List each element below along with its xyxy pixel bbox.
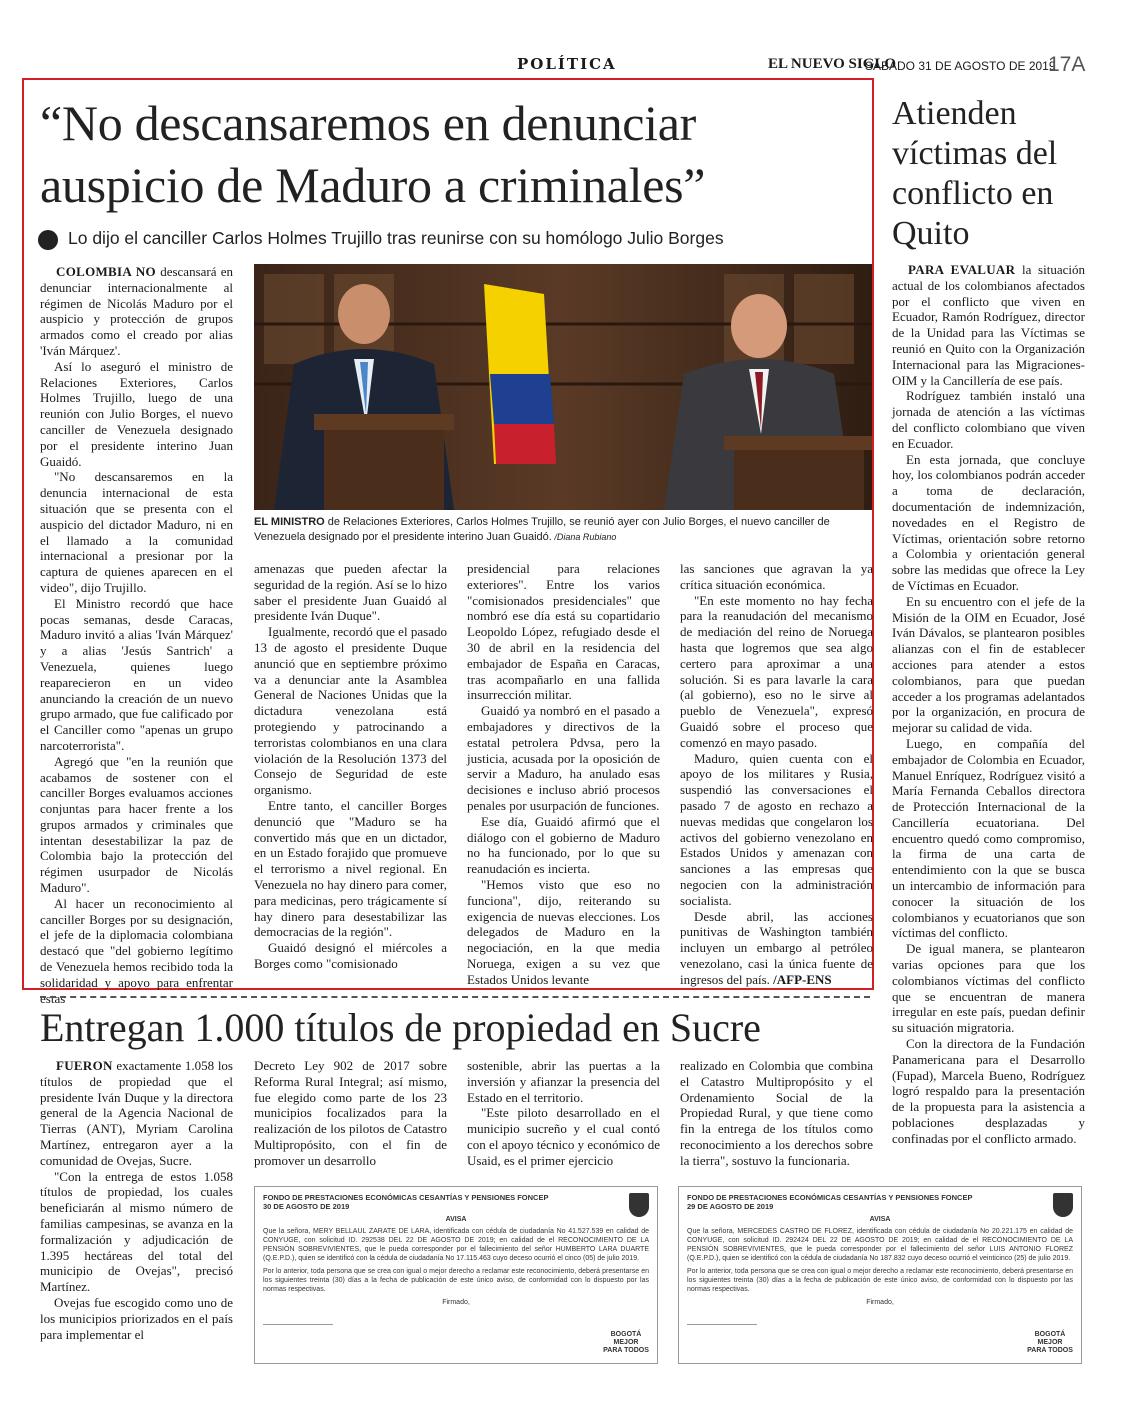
notice-body: Por lo anterior, toda persona que se crea con igual o mejor derecho a reclamar este reconocimiento, deberá presentarse en los siguientes treinta (30) días a la fecha de publicación de este único aviso, de conformidad con lo dispuesto por las normas respectivas. bbox=[263, 1268, 649, 1293]
crest-icon bbox=[629, 1193, 649, 1217]
lead-in: PARA EVALUAR bbox=[908, 262, 1016, 277]
signoff: /AFP-ENS bbox=[769, 971, 832, 987]
side-headline: Atienden víctimas del conflicto en Quito bbox=[892, 95, 1058, 252]
section-divider bbox=[40, 996, 870, 998]
lower-column-4 bbox=[680, 1058, 873, 1169]
legal-notice bbox=[254, 1186, 658, 1364]
main-column-3 bbox=[467, 561, 660, 988]
paragraph: Entre tanto, el canciller Borges denunció que "Maduro se ha convertido más que en un dictador, en un Estado forajido que promueve el terrorismo a nivel regional. En Venezuela no hay dinero para comer, para medicinas, pero trágicamente sí hay dinero para desestabilizar las democracias de la región". bbox=[254, 797, 447, 940]
caption-text: de Relaciones Exteriores, Carlos Holmes Trujillo, se reunió ayer con Julio Borges, el nuevo canciller de Venezuela designado por el presidente interino Juan Guaidó. bbox=[254, 516, 830, 543]
lead-in: COLOMBIA NO bbox=[56, 264, 156, 279]
notice-body: Que la señora, MERY BELLAUL ZARATE DE LARA, identificada con cédula de ciudadanía No 41.527.539 en calidad de CONYUGE, con solicitud ID. 292538 DEL 22 DE AGOSTO DE 2019; en calidad de el RECONOCIMIENTO DE LA PENSIÓN SOBREVIVIENTES, que le pueda corresponder por el fallecimiento del señor HUMBERTO LARA DUARTE (Q.E.P.D.), quien se identificó con la cédula de ciudadanía No 17.115.463 cuyo deceso ocurrió el cinco (05) de julio 2019. bbox=[263, 1228, 649, 1262]
paragraph: Decreto Ley 902 de 2017 sobre Reforma Rural Integral; así mismo, fue elegido como parte de los 23 municipios focalizados para la realización de los pilotos de Catastro Multipropósito, con el fin de promover un desarrollo bbox=[254, 1058, 447, 1168]
lower-column-3 bbox=[467, 1058, 660, 1169]
dateline: SÁBADO 31 DE AGOSTO DE 2019 bbox=[865, 59, 1056, 73]
paragraph: Agregó que "en la reunión que acabamos de sostener con el canciller Borges evaluamos acciones conjuntas para hacer frente a los grupos armados y criminales que intentan desestabilizar la paz de Colombia bajo la protección del régimen usurpador de Nicolás Maduro". bbox=[40, 753, 233, 896]
notice-footer-lines bbox=[687, 1324, 757, 1353]
paragraph: exactamente 1.058 los títulos de propiedad que el presidente Iván Duque y la directora general de la Agencia Nacional de Tierras (ANT), Myriam Carolina Martínez, entregaron ayer a la comunidad de Ovejas, Sucre. bbox=[40, 1058, 233, 1168]
paragraph: "Este piloto desarrollado en el municipio sucreño y el cual contó con el apoyo técnico y económico de Usaid, es el primer ejercicio bbox=[467, 1105, 660, 1168]
notice-footer-lines bbox=[263, 1324, 333, 1353]
paragraph: En su encuentro con el jefe de la Misión de la OIM en Ecuador, José Iván Dávalos, se plantearon posibles alianzas con el fin de establecer acciones para atender a estos colombianos, para que puedan acceder a los programas adelantados por la organización, en procura de mejorar su calidad de vida. bbox=[892, 593, 1085, 736]
paragraph: "En este momento no hay fecha para la reanudación del mecanismo de mediación del reino de Noruega hasta que logremos que sea algo certero para aproximar a una solución. Si es para lavarle la cara (al gobierno), eso no le sirve al pueblo de Venezuela", expresó Guaidó sobre el proceso que comenzó en mayo pasado. bbox=[680, 592, 873, 750]
paragraph: amenazas que pueden afectar la seguridad de la región. Así se lo hizo saber el presidente Juan Guaidó al presidente Iván Duque". bbox=[254, 561, 447, 624]
paragraph: presidencial para relaciones exteriores". Entre los varios "comisionados presidenciales" que nombró ese día está su copartidario Leopoldo López, refugiado desde el 30 de abril en la residencia del embajador de España en Caracas, tras acompañarlo en una fallida insurrección militar. bbox=[467, 561, 660, 703]
notice-org: FONDO DE PRESTACIONES ECONÓMICAS CESANTÍAS Y PENSIONES FONCEP bbox=[687, 1193, 973, 1202]
masthead: EL NUEVO SIGLO bbox=[768, 56, 897, 72]
paragraph: "Con la entrega de estos 1.058 títulos de propiedad, los cuales beneficiarán al mismo número de familias campesinas, se avanza en la formalización y adjudicación de 1.395 hectáreas del total del municipio de Ovejas", precisó Martínez. bbox=[40, 1168, 233, 1295]
paragraph: la situación actual de los colombianos afectados por el conflicto que viven en Ecuador, Ramón Rodríguez, director de la Unidad para las Víctimas se reunió en Quito con la Organización Internacional para las Migraciones-OIM y la Cancillería de ese país. bbox=[892, 262, 1085, 388]
notice-signature: Firmado, bbox=[442, 1299, 470, 1306]
paragraph: Maduro, quien cuenta con el apoyo de los militares y Rusia, suspendió las conversaciones el pasado 7 de agosto en rechazo a nuevas medidas que congelaron los activos del gobierno venezolano en Estados Unidos y amenazan con sanciones a las empresas que negocien con la administración socialista. bbox=[680, 750, 873, 908]
paragraph: En esta jornada, que concluye hoy, los colombianos podrán acceder a toma de declaración, documentación de indemnización, novedades en el Registro de Víctimas, orientación sobre retorno a Colombia y orientación general sobre las medidas que ofrece la Ley de Víctimas en Ecuador. bbox=[892, 451, 1085, 593]
paragraph: Igualmente, recordó que el pasado 13 de agosto el presidente Duque anunció que en septiembre próximo va a denunciar ante la Asamblea General de Naciones Unidas que la dictadura venezolana está protegiendo y patrocinando a terroristas colombianos en una clara violación de la Resolución 1373 del Consejo de Seguridad de este organismo. bbox=[254, 624, 447, 798]
paragraph: Desde abril, las acciones punitivas de Washington también incluyen un embargo al petróleo venezolano, casi la única fuente de ingresos del país. bbox=[680, 908, 873, 987]
bullet-icon bbox=[38, 230, 58, 250]
caption-lead: EL MINISTRO bbox=[254, 516, 325, 528]
paragraph: Con la directora de la Fundación Panamericana para el Desarrollo (Fupad), Marcela Bueno, Rodríguez logró respaldo para la presentación de la propuesta para la asistencia a poblaciones desplazadas y confinadas por el conflicto armado. bbox=[892, 1036, 1085, 1146]
notice-signature: Firmado, bbox=[866, 1299, 894, 1306]
notice-body: Que la señora, MERCEDES CASTRO DE FLOREZ, identificada con cédula de ciudadanía No 20.221.175 en calidad de CONYUGE, con solicitud ID. 292424 DEL 22 DE AGOSTO DE 2019; en calidad de el RECONOCIMIENTO DE LA PENSIÓN SOBREVIVIENTES, que le pueda corresponder por el fallecimiento del señor LUIS ANTONIO FLOREZ (Q.E.P.D.), quien se identificó con la cédula de ciudadanía No 187.832 cuyo deceso ocurrió el veinticinco (25) de julio 2019. bbox=[687, 1228, 1073, 1262]
paragraph: Guaidó ya nombró en el pasado a embajadores y directivos de la estatal petrolera Pdvsa, pero la justicia, acusada por la oposición de servir a Maduro, ha anulado esas decisiones e incluso abrió procesos penales por usurpación de funciones. bbox=[467, 703, 660, 813]
paragraph: Rodríguez también instaló una jornada de atención a las víctimas del conflicto colombiano que viven en Ecuador. bbox=[892, 388, 1085, 451]
lower-headline: Entregan 1.000 títulos de propiedad en Sucre bbox=[40, 1005, 761, 1050]
paragraph: sostenible, abrir las puertas a la inversión y afianzar la presencia del Estado en el territorio. bbox=[467, 1058, 660, 1105]
main-subhead: Lo dijo el canciller Carlos Holmes Trujillo tras reunirse con su homólogo Julio Borges bbox=[68, 228, 724, 248]
notice-title: AVISA bbox=[445, 1216, 467, 1223]
paragraph: descansará en denunciar internacionalmente al régimen de Nicolás Maduro por el auspicio y protección de grupos armados como el creado por alias 'Iván Márquez'. bbox=[40, 264, 233, 358]
notice-title: AVISA bbox=[869, 1216, 891, 1223]
paragraph: "Hemos visto que eso no funciona", dijo, reiterando su exigencia de nuevas elecciones. Los delegados de Maduro en la negociación, en la que media Noruega, exigen a su vez que Estados Unidos levante bbox=[467, 876, 660, 987]
paragraph: las sanciones que agravan la ya crítica situación económica. bbox=[680, 561, 873, 592]
paragraph: realizado en Colombia que combina el Catastro Multipropósito y el Ordenamiento Social de la Propiedad Rural, y que tiene como fin la entrega de los títulos como reconocimiento a los derechos sobre la tierra", sostuvo la funcionaria. bbox=[680, 1058, 873, 1168]
notice-org: FONDO DE PRESTACIONES ECONÓMICAS CESANTÍAS Y PENSIONES FONCEP bbox=[263, 1193, 549, 1202]
bogota-logo: BOGOTÁ MEJOR PARA TODOS bbox=[1027, 1331, 1073, 1354]
photo-caption bbox=[254, 515, 869, 545]
side-article-body bbox=[892, 262, 1085, 1147]
paragraph: Luego, en compañía del embajador de Colombia en Ecuador, Manuel Enríquez, Rodríguez visitó a María Fernanda Ceballos directora de Protección Internacional de la Cancillería ecuatoriana. Del encuentro quedó como compromiso, la firma de una carta de entendimiento con la que se busca un intercambio de información para conocer la situación de los colombianos y ecuatorianos que son víctimas del conflicto. bbox=[892, 735, 1085, 941]
paragraph: El Ministro recordó que hace pocas semanas, desde Caracas, Maduro invitó a alias 'Iván Márquez' y a alias 'Jesús Santrich' a Venezuela, quienes luego reaparecieron en un video anunciando la creación de un nuevo grupo armado, que fue calificado por el Canciller como "apenas un grupo narcoterrorista". bbox=[40, 595, 233, 753]
paragraph: "No descansaremos en la denuncia internacional de esta situación que se presenta con el auspicio del dictador Maduro, ni en el llamado a la comunidad internacional a presionar por la captura de quienes aparecen en el video", dijo Trujillo. bbox=[40, 469, 233, 595]
section-label: POLÍTICA bbox=[517, 55, 617, 73]
bogota-logo: BOGOTÁ MEJOR PARA TODOS bbox=[603, 1331, 649, 1354]
main-column-4 bbox=[680, 561, 873, 988]
paragraph: De igual manera, se plantearon varias opciones para que los colombianos víctimas del conflicto que se encuentran de manera irregular en este país, puedan definir su situación migratoria. bbox=[892, 941, 1085, 1036]
main-column-1 bbox=[40, 264, 233, 1006]
paragraph: Así lo aseguró el ministro de Relaciones Exteriores, Carlos Holmes Trujillo, luego de una reunión con Julio Borges, el nuevo canciller de Venezuela designado por el presidente interino Juan Guaidó. bbox=[40, 358, 233, 469]
lower-column-1 bbox=[40, 1058, 233, 1342]
main-column-2 bbox=[254, 561, 447, 972]
paragraph: Ese día, Guaidó afirmó que el diálogo con el gobierno de Maduro no ha funcionado, por lo que su reanudación es incierta. bbox=[467, 813, 660, 877]
paragraph: Ovejas fue escogido como uno de los municipios priorizados en el país para implementar el bbox=[40, 1294, 233, 1342]
crest-icon bbox=[1053, 1193, 1073, 1217]
notice-date: 29 DE AGOSTO DE 2019 bbox=[687, 1202, 774, 1211]
paragraph: Guaidó designó el miércoles a Borges como "comisionado bbox=[254, 940, 447, 971]
notice-body: Por lo anterior, toda persona que se crea con igual o mejor derecho a reclamar este reconocimiento, deberá presentarse en los siguientes treinta (30) días a la fecha de publicación de este único aviso, de conformidad con lo dispuesto por las normas respectivas. bbox=[687, 1268, 1073, 1293]
article-photo bbox=[254, 264, 872, 510]
paragraph: Al hacer un reconocimiento al canciller Borges por su designación, el jefe de la diplomacia colombiana destacó que "del gobierno legítimo de Venezuela hemos recibido toda la solidaridad y apoyo para enfrentar estas bbox=[40, 895, 233, 1006]
caption-credit: /Diana Rubiano bbox=[551, 532, 617, 542]
lead-in: FUERON bbox=[56, 1058, 113, 1073]
notice-date: 30 DE AGOSTO DE 2019 bbox=[263, 1202, 350, 1211]
main-headline: “No descansaremos en denunciar auspicio de Maduro a criminales” bbox=[40, 95, 706, 213]
lower-column-2 bbox=[254, 1058, 447, 1169]
legal-notice bbox=[678, 1186, 1082, 1364]
page-number: 17A bbox=[1048, 53, 1086, 76]
